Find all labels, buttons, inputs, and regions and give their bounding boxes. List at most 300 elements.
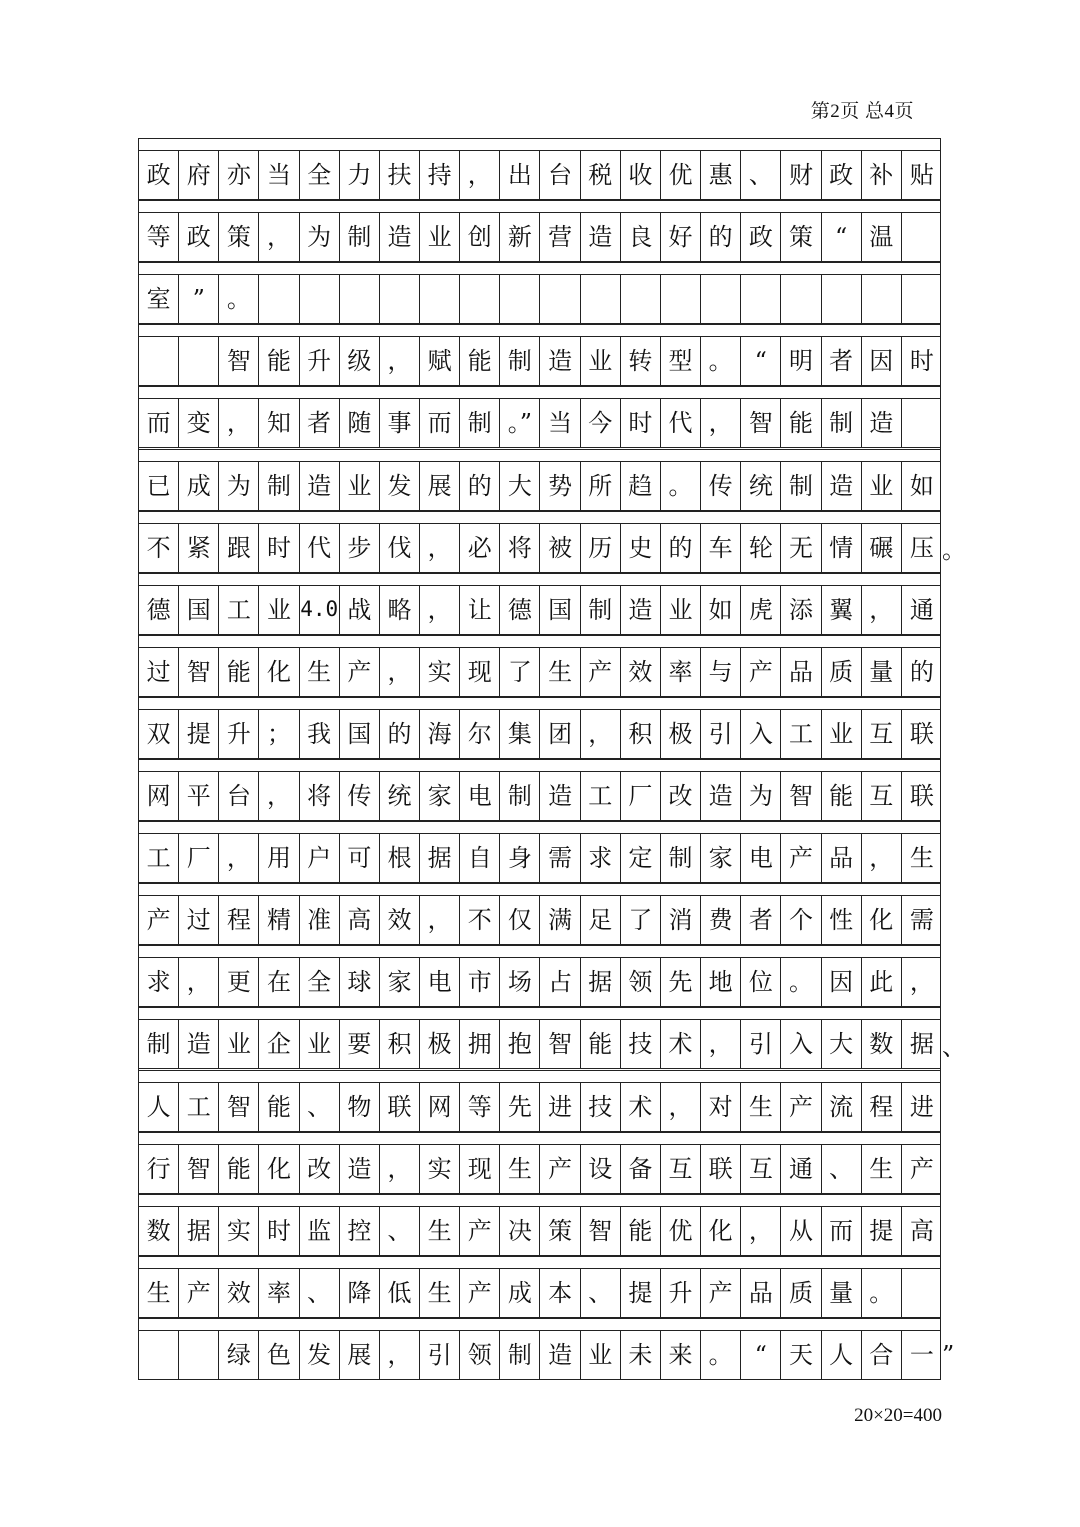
- grid-row: [139, 771, 940, 821]
- grid-cell: 家: [420, 772, 460, 820]
- grid-cell: 、: [300, 1269, 340, 1317]
- grid-cell: 实: [420, 648, 460, 696]
- grid-cell: 、: [380, 1207, 420, 1255]
- grid-cell: [259, 275, 299, 323]
- grid-cell: 业: [661, 586, 701, 634]
- grid-cell: 联: [701, 1145, 741, 1193]
- grid-cell: ，: [259, 772, 299, 820]
- grid-cell: 造: [380, 213, 420, 261]
- grid-cell: 抱: [500, 1020, 540, 1068]
- grid-row: [139, 709, 940, 759]
- grid-cell: 造: [541, 772, 581, 820]
- grid-cell: 本: [541, 1269, 581, 1317]
- grid-cell: 温: [862, 213, 902, 261]
- grid-cell: 极: [661, 710, 701, 758]
- grid-cell: [781, 275, 821, 323]
- grid-cell: 、: [300, 1083, 340, 1131]
- grid-cell: 位: [741, 958, 781, 1006]
- grid-cell: 拥: [460, 1020, 500, 1068]
- grid-count-label: 20×20=400: [854, 1405, 942, 1426]
- grid-cell: 时: [259, 1207, 299, 1255]
- grid-cell: 今: [581, 399, 621, 447]
- grid-cell: 量: [862, 648, 902, 696]
- grid-row: [139, 833, 940, 883]
- grid-cell: 与: [701, 648, 741, 696]
- grid-cell: 大: [500, 462, 540, 510]
- grid-cell: 生: [541, 648, 581, 696]
- grid-cell: 流: [822, 1083, 862, 1131]
- grid-cell: 进: [541, 1083, 581, 1131]
- grid-cell: 为: [741, 772, 781, 820]
- grid-cell: 政: [741, 213, 781, 261]
- grid-cell: 智: [179, 648, 219, 696]
- grid-cell: 德: [500, 586, 540, 634]
- grid-cell: [621, 275, 661, 323]
- grid-cell: 智: [581, 1207, 621, 1255]
- grid-cell: ，: [862, 834, 902, 882]
- grid-cell: 变: [179, 399, 219, 447]
- grid-cell: 物: [340, 1083, 380, 1131]
- grid-cell: 所: [581, 462, 621, 510]
- grid-cell: 质: [781, 1269, 821, 1317]
- grid-cell: 时: [909, 347, 934, 376]
- grid-row: [139, 1268, 940, 1318]
- grid-cell: 生: [420, 1207, 460, 1255]
- grid-cell: 提: [621, 1269, 661, 1317]
- grid-cell: 制: [661, 834, 701, 882]
- grid-cell: 历: [581, 524, 621, 572]
- row-spacer: [139, 1318, 940, 1330]
- grid-cell: 造: [541, 337, 581, 385]
- grid-cell: [380, 275, 420, 323]
- grid-cell: 力: [340, 151, 380, 199]
- grid-cell: 创: [460, 213, 500, 261]
- row-spacer: [139, 262, 940, 274]
- grid-cell: 不: [139, 524, 179, 572]
- grid-cell: 程: [219, 896, 259, 944]
- grid-cell: 业: [822, 710, 862, 758]
- grid-cell: 合: [862, 1331, 902, 1379]
- grid-cell: 互: [862, 710, 902, 758]
- grid-cell: 据: [581, 958, 621, 1006]
- grid-cell: ，: [420, 586, 460, 634]
- grid-cell: ”: [179, 275, 219, 323]
- grid-cell: 台: [219, 772, 259, 820]
- grid-cell: 制: [500, 337, 540, 385]
- grid-cell: 市: [460, 958, 500, 1006]
- grid-cell: 展: [340, 1331, 380, 1379]
- grid-cell: 事: [380, 399, 420, 447]
- grid-cell: 化: [862, 896, 902, 944]
- grid-cell: 室: [139, 275, 179, 323]
- grid-cell: 的: [380, 710, 420, 758]
- grid-cell: 府: [179, 151, 219, 199]
- grid-cell: 网: [420, 1083, 460, 1131]
- grid-cell: 技: [581, 1083, 621, 1131]
- grid-cell: 业: [862, 462, 902, 510]
- grid-cell: 当: [259, 151, 299, 199]
- grid-cell: 量: [822, 1269, 862, 1317]
- grid-cell: 化: [259, 648, 299, 696]
- grid-cell: ，: [701, 399, 741, 447]
- grid-cell: [179, 337, 219, 385]
- grid-cell: 过: [179, 896, 219, 944]
- grid-cell: 色: [259, 1331, 299, 1379]
- grid-cell: 集: [500, 710, 540, 758]
- grid-cell: “: [741, 337, 781, 385]
- grid-cell: 需: [541, 834, 581, 882]
- grid-cell: 4.0: [300, 586, 340, 634]
- grid-cell: 产: [460, 1207, 500, 1255]
- grid-cell: 设: [581, 1145, 621, 1193]
- grid-cell: ，: [179, 958, 219, 1006]
- grid-cell: 户: [300, 834, 340, 882]
- grid-row: [139, 274, 940, 324]
- grid-cell: ，: [219, 399, 259, 447]
- grid-cell: 精: [259, 896, 299, 944]
- grid-row: [139, 336, 940, 386]
- grid-cell: 高: [340, 896, 380, 944]
- grid-cell: 过: [139, 648, 179, 696]
- grid-cell: 海: [420, 710, 460, 758]
- grid-cell: 更: [219, 958, 259, 1006]
- grid-cell: 厂: [179, 834, 219, 882]
- grid-cell: 消: [661, 896, 701, 944]
- grid-cell: 工: [219, 586, 259, 634]
- grid-cell: 术: [661, 1020, 701, 1068]
- grid-cell: 收: [621, 151, 661, 199]
- grid-cell: 业: [300, 1020, 340, 1068]
- grid-cell: 智: [179, 1145, 219, 1193]
- grid-cell: 实: [219, 1207, 259, 1255]
- grid-cell: 为: [300, 213, 340, 261]
- grid-row: [139, 895, 940, 945]
- grid-cell: 制: [500, 772, 540, 820]
- grid-cell: 双: [139, 710, 179, 758]
- row-spacer: [139, 200, 940, 212]
- grid-cell: 生: [420, 1269, 460, 1317]
- grid-cell: 产: [139, 896, 179, 944]
- grid-cell: 制: [259, 462, 299, 510]
- grid-cell: 而: [822, 1207, 862, 1255]
- grid-cell: ，: [420, 524, 460, 572]
- grid-cell: ，: [380, 1145, 420, 1193]
- grid-cell: 台: [541, 151, 581, 199]
- grid-cell: 智: [741, 399, 781, 447]
- grid-cell: 压: [909, 533, 934, 562]
- grid-row: [139, 585, 940, 635]
- grid-cell: 求: [139, 958, 179, 1006]
- margin-punctuation: 、: [942, 1032, 966, 1061]
- grid-cell: 程: [862, 1083, 902, 1131]
- grid-cell: 持: [420, 151, 460, 199]
- grid-cell: 等: [460, 1083, 500, 1131]
- grid-cell: ，: [219, 834, 259, 882]
- grid-cell: 领: [460, 1331, 500, 1379]
- grid-cell: 优: [661, 1207, 701, 1255]
- grid-cell: 型: [661, 337, 701, 385]
- grid-cell: 产: [179, 1269, 219, 1317]
- grid-cell: 优: [661, 151, 701, 199]
- grid-cell: [902, 275, 942, 323]
- grid-cell: 生: [862, 1145, 902, 1193]
- grid-cell: 了: [500, 648, 540, 696]
- grid-cell: 高: [909, 1216, 934, 1245]
- grid-cell: 德: [139, 586, 179, 634]
- writing-grid: [138, 138, 966, 1380]
- grid-cell: 。: [781, 958, 821, 1006]
- grid-cell: 、: [741, 151, 781, 199]
- grid-cell: 现: [460, 1145, 500, 1193]
- grid-cell: 监: [300, 1207, 340, 1255]
- grid-cell: 改: [300, 1145, 340, 1193]
- grid-cell: 仅: [500, 896, 540, 944]
- grid-cell: 自: [460, 834, 500, 882]
- grid-cell: 绿: [219, 1331, 259, 1379]
- grid-cell: 能: [621, 1207, 661, 1255]
- grid-cell: 我: [300, 710, 340, 758]
- grid-cell: 互: [862, 772, 902, 820]
- grid-cell: 实: [420, 1145, 460, 1193]
- grid-cell: 轮: [741, 524, 781, 572]
- row-spacer: [139, 449, 940, 461]
- grid-cell: 电: [420, 958, 460, 1006]
- grid-cell: [741, 275, 781, 323]
- grid-cell: 现: [460, 648, 500, 696]
- grid-cell: “: [741, 1331, 781, 1379]
- grid-cell: 能: [581, 1020, 621, 1068]
- grid-cell: 入: [781, 1020, 821, 1068]
- grid-cell: 政: [822, 151, 862, 199]
- grid-cell: 的: [460, 462, 500, 510]
- grid-cell: ，: [380, 337, 420, 385]
- grid-cell: ，: [380, 1331, 420, 1379]
- grid-cell: 碾: [862, 524, 902, 572]
- grid-cell: ，: [380, 648, 420, 696]
- grid-cell: 者: [300, 399, 340, 447]
- grid-cell: 已: [139, 462, 179, 510]
- grid-row: [139, 957, 940, 1007]
- grid-cell: 提: [862, 1207, 902, 1255]
- grid-cell: 家: [701, 834, 741, 882]
- grid-cell: 决: [500, 1207, 540, 1255]
- grid-cell: 据: [420, 834, 460, 882]
- grid-cell: [902, 1269, 942, 1317]
- grid-cell: 企: [259, 1020, 299, 1068]
- grid-cell: 工: [781, 710, 821, 758]
- grid-cell: 生: [139, 1269, 179, 1317]
- row-spacer: [139, 511, 940, 523]
- grid-cell: 联: [909, 782, 934, 810]
- margin-punctuation: ”: [942, 1340, 955, 1369]
- grid-row: [139, 398, 940, 448]
- grid-cell: 的: [661, 524, 701, 572]
- row-spacer: [139, 1007, 940, 1019]
- grid-cell: 要: [340, 1020, 380, 1068]
- row-spacer: [139, 573, 940, 585]
- grid-cell: 数: [862, 1020, 902, 1068]
- page-number-info: 第2页 总4页: [810, 101, 914, 122]
- grid-cell: ，: [909, 968, 934, 997]
- grid-cell: 。: [862, 1269, 902, 1317]
- grid-cell: 能: [822, 772, 862, 820]
- row-spacer: [139, 945, 940, 957]
- grid-cell: [541, 275, 581, 323]
- grid-cell: 传: [340, 772, 380, 820]
- grid-cell: 成: [500, 1269, 540, 1317]
- grid-cell: 行: [139, 1145, 179, 1193]
- grid-cell: 场: [500, 958, 540, 1006]
- grid-cell: 良: [621, 213, 661, 261]
- grid-cell: ，: [701, 1020, 741, 1068]
- grid-cell: 生: [300, 648, 340, 696]
- grid-cell: 业: [581, 1331, 621, 1379]
- grid-cell: 伐: [380, 524, 420, 572]
- grid-cell: [661, 275, 701, 323]
- grid-cell: 、: [822, 1145, 862, 1193]
- grid-cell: 身: [500, 834, 540, 882]
- grid-cell: 通: [909, 595, 934, 624]
- grid-cell: 工: [139, 834, 179, 882]
- grid-cell: 控: [340, 1207, 380, 1255]
- row-spacer: [139, 1070, 940, 1082]
- grid-cell: 对: [701, 1083, 741, 1131]
- grid-cell: 时: [621, 399, 661, 447]
- grid-cell: 化: [701, 1207, 741, 1255]
- grid-cell: 成: [179, 462, 219, 510]
- grid-cell: 略: [380, 586, 420, 634]
- grid-cell: 质: [822, 648, 862, 696]
- grid-cell: 未: [621, 1331, 661, 1379]
- grid-cell: 史: [621, 524, 661, 572]
- grid-cell: [822, 275, 862, 323]
- grid-cell: 足: [581, 896, 621, 944]
- grid-cell: 制: [781, 462, 821, 510]
- grid-cell: 贴: [909, 161, 934, 189]
- grid-cell: 发: [380, 462, 420, 510]
- grid-cell: 互: [661, 1145, 701, 1193]
- grid-cell: 厂: [621, 772, 661, 820]
- grid-cell: 尔: [460, 710, 500, 758]
- grid-cell: 国: [541, 586, 581, 634]
- grid-cell: 家: [380, 958, 420, 1006]
- grid-cell: 引: [741, 1020, 781, 1068]
- grid-cell: 传: [701, 462, 741, 510]
- grid-cell: 造: [621, 586, 661, 634]
- grid-cell: 需: [909, 906, 934, 935]
- grid-cell: 满: [541, 896, 581, 944]
- grid-cell: 情: [822, 524, 862, 572]
- grid-cell: ，: [862, 586, 902, 634]
- grid-cell: 据: [179, 1207, 219, 1255]
- grid-cell: 在: [259, 958, 299, 1006]
- grid-cell: 能: [219, 1145, 259, 1193]
- grid-cell: 入: [741, 710, 781, 758]
- row-spacer: [139, 324, 940, 336]
- grid-cell: 领: [621, 958, 661, 1006]
- grid-cell: 营: [541, 213, 581, 261]
- grid-cell: [139, 1331, 179, 1379]
- grid-cell: 个: [781, 896, 821, 944]
- grid-cell: 全: [300, 958, 340, 1006]
- grid-cell: 的: [701, 213, 741, 261]
- grid-cell: 工: [581, 772, 621, 820]
- grid-cell: 据: [909, 1030, 934, 1059]
- row-spacer: [139, 759, 940, 771]
- grid-cell: 国: [340, 710, 380, 758]
- grid-cell: 根: [380, 834, 420, 882]
- grid-cell: 引: [701, 710, 741, 758]
- grid-cell: 制: [460, 399, 500, 447]
- grid-cell: 一: [909, 1340, 934, 1369]
- grid-cell: [581, 275, 621, 323]
- grid-cell: 引: [420, 1331, 460, 1379]
- grid-cell: 人: [139, 1083, 179, 1131]
- grid-cell: 因: [822, 958, 862, 1006]
- grid-cell: 势: [541, 462, 581, 510]
- grid-cell: 产: [781, 834, 821, 882]
- grid-cell: 被: [541, 524, 581, 572]
- grid-row: [139, 1144, 940, 1194]
- grid-cell: 电: [741, 834, 781, 882]
- grid-cell: 产: [909, 1154, 934, 1183]
- row-spacer: [139, 697, 940, 709]
- grid-cell: 造: [300, 462, 340, 510]
- grid-cell: 造: [822, 462, 862, 510]
- grid-cell: 效: [621, 648, 661, 696]
- grid-cell: 平: [179, 772, 219, 820]
- grid-row: [139, 461, 940, 511]
- grid-cell: 可: [340, 834, 380, 882]
- grid-cell: 准: [300, 896, 340, 944]
- grid-cell: 产: [460, 1269, 500, 1317]
- grid-cell: 产: [781, 1083, 821, 1131]
- grid-cell: 策: [541, 1207, 581, 1255]
- grid-cell: 政: [179, 213, 219, 261]
- grid-cell: 不: [460, 896, 500, 944]
- grid-cell: 球: [340, 958, 380, 1006]
- grid-cell: 者: [741, 896, 781, 944]
- grid-cell: 惠: [701, 151, 741, 199]
- grid-cell: 升: [219, 710, 259, 758]
- grid-cell: 电: [460, 772, 500, 820]
- row-spacer: [139, 1256, 940, 1268]
- grid-cell: 产: [741, 648, 781, 696]
- grid-cell: 积: [621, 710, 661, 758]
- grid-cell: 财: [781, 151, 821, 199]
- grid-cell: 占: [541, 958, 581, 1006]
- grid-cell: 、: [581, 1269, 621, 1317]
- grid-cell: 政: [139, 151, 179, 199]
- grid-cell: 率: [259, 1269, 299, 1317]
- grid-cell: 能: [781, 399, 821, 447]
- grid-cell: 如: [909, 471, 934, 500]
- grid-cell: 知: [259, 399, 299, 447]
- grid-cell: 能: [259, 337, 299, 385]
- grid-cell: 品: [741, 1269, 781, 1317]
- grid-cell: 全: [300, 151, 340, 199]
- grid-cell: 。: [219, 275, 259, 323]
- grid-cell: 升: [300, 337, 340, 385]
- grid-cell: 先: [500, 1083, 540, 1131]
- grid-cell: ，: [581, 710, 621, 758]
- grid-row: [139, 647, 940, 697]
- grid-cell: 新: [500, 213, 540, 261]
- grid-cell: 发: [300, 1331, 340, 1379]
- grid-cell: 升: [661, 1269, 701, 1317]
- grid-cell: 车: [701, 524, 741, 572]
- grid-row: [139, 212, 940, 262]
